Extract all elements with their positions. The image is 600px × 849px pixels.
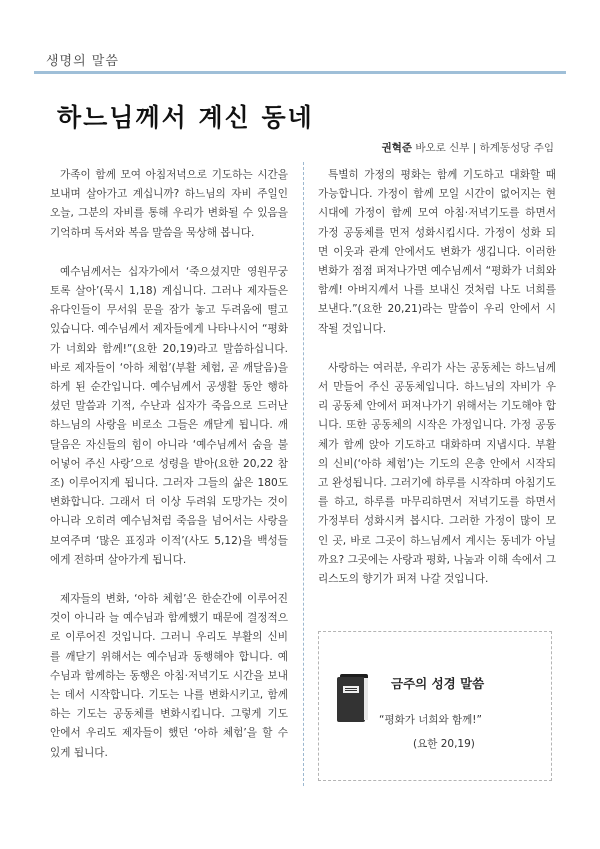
byline xyxy=(382,140,554,155)
page-title: 하느님께서 계신 동네 xyxy=(57,103,314,132)
author-role: 바오로 신부 | 하계동성당 주임 xyxy=(412,142,554,154)
paragraph: 사랑하는 여러분, 우리가 사는 공동체는 하느님께서 만들어 주신 공동체입니다. 하느님의 자비가 우리 공동체 안에서 퍼져나가기 위해서는 기도해야 합니다. 또한 공동체의 시작은 가정입니다. 가정 공동체가 함께 앉아 기도하고 대화하며 지냅시다. 부활의 신비(‘아하 체험’)는 기도의 은총 안에서 시작되고 완성됩니다. 그러기에 하루를 시작하며 아침기도를 하고, 하루를 마무리하면서 저녁기도를 하면서 가정부터 성화시켜 봅시다. 그러한 가정이 많이 모인 곳, 바로 그곳이 하느님께서 계시는 동네가 아닐까요? 그곳에는 사랑과 평화, 나눔과 이해 속에서 그리스도의 향기가 퍼져 나갈 것입니다. xyxy=(318,361,556,586)
paragraph: 가족이 함께 모여 아침저녁으로 기도하는 시간을 보내며 살아가고 계십니까? 하느님의 자비 주일인 오늘, 그분의 자비를 통해 우리가 변화될 수 있음을 기억하며 독서와 복음 말씀을 묵상해 봅니다. xyxy=(50,169,288,239)
paragraph: 예수님께서는 십자가에서 ‘죽으셨지만 영원무궁토록 살아’(묵시 1,18) 계십니다. 그러나 제자들은 유다인들이 무서워 문을 잠가 놓고 두려움에 떨고 있습니다. 예수님께서 제자들에게 나타나시어 “평화가 너희와 함께!”(요한 20,19)라고 말씀하십니다. 바로 제자들이 ‘아하 체험’(부활 체험, 곧 깨달음)을 하게 된 순간입니다. 예수님께서 공생활 동안 행하셨던 말씀과 기적, 수난과 십자가 죽음으로 드러난 하느님의 사랑을 비로소 그들은 깨닫게 됩니다. 깨달음은 자신들의 힘이 아니라 ‘예수님께서 숨을 불어넣어 주신 사랑’으로 성령을 받아(요한 20,22 참조) 이루어지게 됩니다. 그러자 그들의 삶은 180도 변화합니다. 그래서 더 이상 두려워 도망가는 것이 아니라 오히려 예수님처럼 죽음을 넘어서는 사랑을 보여주며 ‘많은 표징과 이적’(사도 5,12)을 백성들에게 전하며 살아가게 됩니다. xyxy=(50,265,288,566)
author-name: 권혁준 xyxy=(381,142,413,154)
paragraph: 특별히 가정의 평화는 함께 기도하고 대화할 때 가능합니다. 가정이 함께 모일 시간이 없어지는 현시대에 가정이 함께 모여 아침·저녁기도를 하면서 가정 공동체를 먼저 성화시킵시다. 가정이 성화 되면 이웃과 관계 안에서도 변화가 생깁니다. 이러한 변화가 점점 퍼져나가면 예수님께서 “평화가 너희와 함께! 아버지께서 나를 보내신 것처럼 나도 너희를 보낸다.”(요한 20,21)라는 말씀이 우리 안에서 시작될 것입니다. xyxy=(318,169,556,335)
column-divider xyxy=(303,162,304,786)
bible-icon xyxy=(335,672,371,724)
verse-reference: (요한 20,19) xyxy=(413,738,475,750)
verse-quote: “평화가 너희와 함께!” xyxy=(379,714,482,726)
section-label: 생명의 말씀 xyxy=(46,54,119,69)
left-column xyxy=(50,166,288,783)
verse-title: 금주의 성경 말씀 xyxy=(391,676,485,691)
right-column xyxy=(318,166,556,609)
paragraph: 제자들의 변화, ‘아하 체험’은 한순간에 이루어진 것이 아니라 늘 예수님과 함께했기 때문에 결정적으로 이루어진 것입니다. 그러니 우리도 부활의 신비를 깨닫기 위해서는 예수님과 동행해야 합니다. 예수님과 함께하는 동행은 아침·저녁기도 시간을 보내는 데서 시작합니다. 기도는 나를 변화시키고, 함께하는 기도는 공동체를 변화시킵니다. 그렇게 기도 안에서 우리도 제자들이 했던 ‘아하 체험’을 할 수 있게 됩니다. xyxy=(50,593,288,759)
header-rule xyxy=(34,71,566,74)
verse-box xyxy=(318,631,552,781)
